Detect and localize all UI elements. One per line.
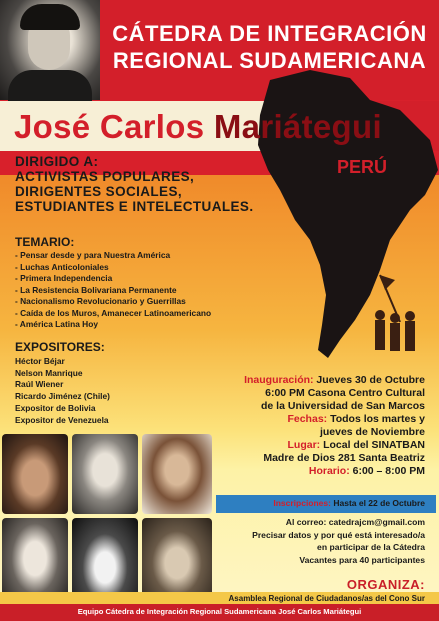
audience-line: ESTUDIANTES E INTELECTUALES. [15,199,254,214]
horario-line [205,465,425,478]
name-last: Mariátegui [213,108,382,145]
title-line-2: REGIONAL SUDAMERICANA [112,48,427,73]
temario-item: - América Latina Hoy [15,319,98,329]
hero-portrait-1 [2,434,68,514]
inauguracion-line [205,374,425,387]
event-title [100,20,439,74]
hero-portrait-3 [142,434,212,514]
mariategui-portrait [0,0,100,100]
fechas-line-2: jueves de Noviembre [319,426,425,438]
fechas-line [205,413,425,426]
title-line-1: CÁTEDRA DE INTEGRACIÓN [112,21,427,46]
portrait-hair [20,4,80,30]
horario-label: Horario: [308,465,350,477]
fechas-value: Todos los martes y [327,413,425,425]
contact-line-4: Vacantes para 40 participantes [299,554,425,565]
inauguracion-label: Inauguración: [244,374,314,386]
expositores-heading: EXPOSITORES: [15,340,105,354]
lugar-label: Lugar: [287,439,321,451]
expositor-item: Héctor Béjar [15,356,65,366]
lugar-value: Local del SINATBAN [320,439,425,451]
heroes-collage [0,430,215,610]
organiza-line-1: Asamblea Regional de Ciudadanos/as del Cono Sur [228,594,425,603]
inscripciones-label: Inscripciones: [273,498,331,508]
audience-heading: DIRIGIDO A: [15,154,99,169]
honoree-name [14,108,382,146]
contact-line-3: en participar de la Cátedra [317,542,425,552]
hero-portrait-2 [72,434,138,514]
expositor-item: Raúl Wiener [15,379,64,390]
temario-item: - Nacionalismo Revolucionario y Guerrillas [15,296,186,306]
event-info [205,374,425,478]
temario-list [15,250,211,331]
country-label: PERÚ [337,157,388,177]
contact-line-2: Precisar datos y por qué está interesado/a [252,529,425,540]
expositores-list [15,356,110,426]
name-first: José Carlos [14,108,214,145]
contact-email: Al correo: catedrajcm@gmail.com [285,517,425,527]
inscripciones-line [273,498,425,508]
contact-block [210,516,425,566]
lugar-line-2: Madre de Dios 281 Santa Beatriz [263,452,425,464]
organiza-heading: ORGANIZA: [346,577,425,592]
audience-line: ACTIVISTAS POPULARES, [15,169,195,184]
expositor-item: Nelson Manrique [15,367,83,378]
inauguracion-line-2: 6:00 PM Casona Centro Cultural [265,387,425,399]
fechas-label: Fechas: [287,413,328,425]
lugar-line [205,439,425,452]
expositor-item: Expositor de Venezuela [15,414,109,425]
temario-item: - Luchas Anticoloniales [15,261,109,272]
temario-heading: TEMARIO: [15,235,75,249]
expositor-item: Expositor de Bolivia [15,402,96,413]
marchers-silhouette [375,275,415,351]
temario-item: - Caída de los Muros, Amanecer Latinoamericano [15,307,212,318]
audience-line: DIRIGENTES SOCIALES, [15,184,183,199]
horario-value: 6:00 – 8:00 PM [349,465,425,477]
organiza-line-2: Equipo Cátedra de Integración Regional Sudamericana José Carlos Mariátegui [77,607,362,616]
expositor-item: Ricardo Jiménez (Chile) [15,391,110,402]
temario-item: - Pensar desde y para Nuestra América [15,250,171,260]
audience-block [15,154,253,214]
inauguracion-value: Jueves 30 de Octubre [313,374,425,386]
inauguracion-line-3: de la Universidad de San Marcos [261,400,425,412]
temario-item: - Primera Independencia [15,273,113,283]
temario-item: - La Resistencia Bolivariana Permanente [15,284,177,295]
inscripciones-value: Hasta el 22 de Octubre [330,498,425,508]
